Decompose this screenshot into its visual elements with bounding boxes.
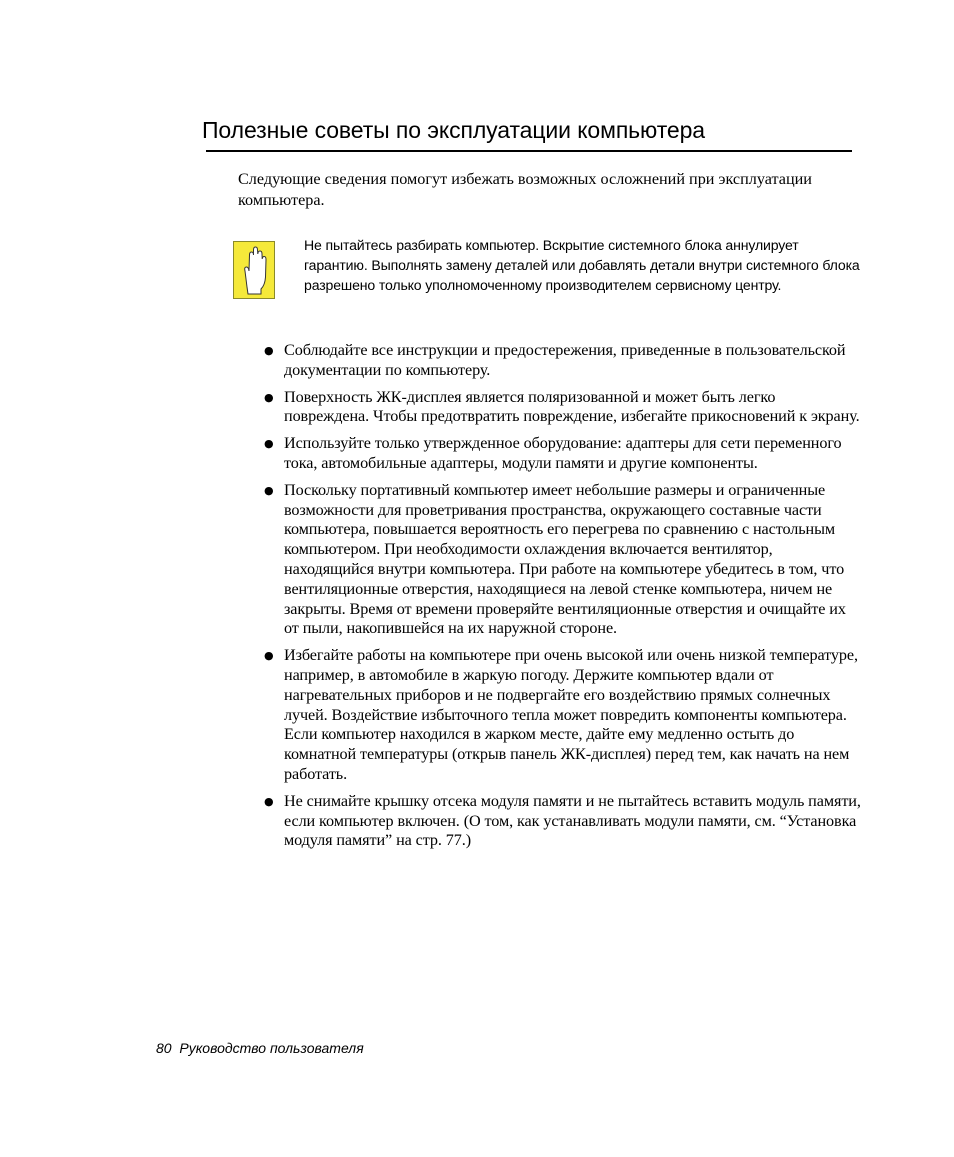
bullet-icon: ● [264, 483, 274, 497]
list-item-text: Соблюдайте все инструкции и предостережения, приведенные в пользовательской документации по компьютеру. [284, 341, 846, 379]
list-item [264, 646, 864, 785]
stop-hand-icon [233, 241, 275, 299]
list-item [264, 341, 864, 381]
page-title: Полезные советы по эксплуатации компьютера [202, 117, 705, 143]
bullet-icon: ● [264, 344, 274, 357]
list-item-text: Поверхность ЖК-дисплея является поляризованной и может быть легко повреждена. Чтобы предотвратить повреждение, избегайте прикосновений к экрану. [284, 387, 860, 426]
warning-text: Не пытайтесь разбирать компьютер. Вскрытие системного блока аннулирует гарантию. Выполнять замену деталей или добавлять детали внутри системного блока разрешено только уполномоченному производителем сервисному центру. [304, 237, 860, 293]
list-item-text: Поскольку портативный компьютер имеет небольшие размеры и ограниченные возможности для проветривания пространства, окружающего составные части компьютера, повышается вероятность его перегрева по сравнению с настольным компьютером. При необходимости охлаждения включается вентилятор, находящийся внутри компьютера. При работе на компьютере убедитесь в том, что вентиляционные отверстия, находящиеся на левой стенке компьютера, ничем не закрыты. Время от времени проверяйте вентиляционные отверстия и очищайте их от пыли, накопившейся на их наружной стороне. [284, 480, 846, 638]
list-item [264, 387, 864, 428]
bullet-icon: ● [264, 390, 274, 404]
bullet-icon: ● [264, 437, 274, 451]
bullet-icon: ● [264, 794, 274, 808]
intro-paragraph: Следующие сведения помогут избежать возможных осложнений при эксплуатации компьютера. [238, 170, 812, 209]
title-underline [206, 150, 852, 152]
list-item-text: Избегайте работы на компьютере при очень высокой или очень низкой температуре, например, в автомобиле в жаркую погоду. Держите компьютер вдали от нагревательных приборов и не подвергайте его воздействию прямых солнечных лучей. Воздействие избыточного тепла может повредить компоненты компьютера. Если компьютер находился в жарком месте, дайте ему медленно остыть до комнатной температуры (открыв панель ЖК-дисплея) перед тем, как начать на нем работать. [284, 646, 858, 783]
list-item [264, 791, 864, 851]
list-item-text: Не снимайте крышку отсека модуля памяти и не пытайтесь вставить модуль памяти, если компьютер включен. (О том, как устанавливать модули памяти, см. “Установка модуля памяти” на стр. 77.) [284, 791, 861, 850]
page-footer: 80 Руководство пользователя [156, 1040, 364, 1056]
tips-list [264, 341, 864, 858]
list-item [264, 480, 864, 639]
list-item-text: Используйте только утвержденное оборудование: адаптеры для сети переменного тока, автомобильные адаптеры, модули памяти и другие компоненты. [284, 434, 842, 472]
list-item [264, 434, 864, 474]
bullet-icon: ● [264, 649, 274, 663]
